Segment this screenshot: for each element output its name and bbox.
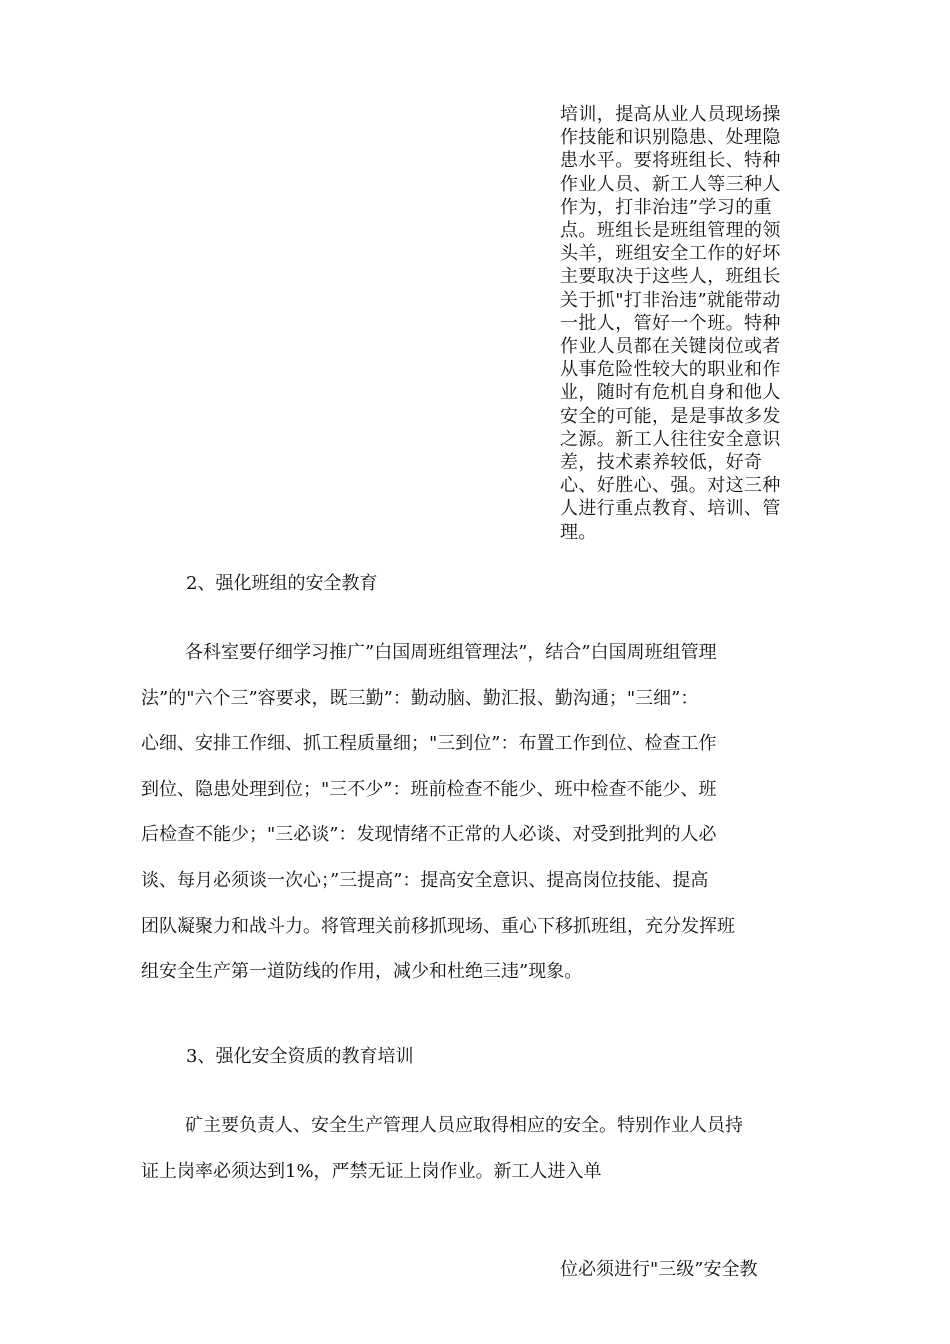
column-line: 点。班组长是班组管理的领 (560, 220, 781, 242)
column-line: 患水平。要将班组长、特种 (560, 150, 781, 172)
paragraph-line: 各科室要仔细学习推广”白国周班组管理法”，结合”白国周班组管理 (185, 642, 717, 663)
column-line: 作为，打非治违”学习的重 (560, 196, 773, 218)
column-line: 作业人员、新工人等三种人 (560, 173, 781, 195)
column-paragraph (560, 103, 815, 544)
column-line: 关于抓"打非治违”就能带动 (560, 289, 781, 311)
paragraph-line: 证上岗率必须达到1%，严禁无证上岗作业。新工人进入单 (141, 1160, 602, 1182)
paragraph-line: 组安全生产第一道防线的作用，减少和杜绝三违”现象。 (141, 961, 583, 983)
column-line: 心、好胜心、强。对这三种 (560, 475, 781, 497)
column-line: 作技能和识别隐患、处理隐 (560, 127, 781, 149)
column-line: 差，技术素养较低，好奇 (560, 452, 763, 474)
column-line: 业，随时有危机自身和他人 (560, 382, 781, 404)
paragraph-line: 矿主要负责人、安全生产管理人员应取得相应的安全。特别作业人员持 (185, 1115, 743, 1136)
column-line: 理。 (560, 521, 597, 543)
section-3-paragraph (141, 1103, 821, 1194)
column-line: 作业人员都在关键岗位或者 (560, 336, 781, 358)
paragraph-line: 后检查不能少；"三必谈”：发现情绪不正常的人必谈、对受到批判的人必 (141, 824, 717, 846)
column-line: 头羊，班组安全工作的好坏 (560, 243, 781, 265)
paragraph-line: 心细、安排工作细、抓工程质量细；"三到位”：布置工作到位、检查工作 (141, 733, 717, 755)
section-heading-3: 3、强化安全资质的教育培训 (186, 1046, 414, 1067)
column-line: 人进行重点教育、培训、管 (560, 498, 781, 520)
column-line: 主要取决于这些人，班组长 (560, 266, 781, 288)
paragraph-line: 谈、每月必须谈一次心；”三提高”：提高安全意识、提高岗位技能、提高 (141, 869, 709, 891)
section-heading-2: 2、强化班组的安全教育 (186, 573, 378, 594)
column-line: 之源。新工人往往安全意识 (560, 428, 781, 450)
column-line: 安全的可能，是是事故多发 (560, 405, 781, 427)
column-line: 从事危险性较大的职业和作 (560, 359, 781, 381)
column-line: 培训，提高从业人员现场操 (560, 104, 781, 125)
paragraph-line: 团队凝聚力和战斗力。将管理关前移抓现场、重心下移抓班组，充分发挥班 (141, 915, 735, 937)
paragraph-line: 到位、隐患处理到位；"三不少”：班前检查不能少、班中检查不能少、班 (141, 778, 717, 800)
paragraph-line: 法”的"六个三”容要求，既三勤”：勤动脑、勤汇报、勤沟通；"三细”： (141, 687, 699, 709)
column-line: 一批人，管好一个班。特种 (560, 312, 781, 334)
continuation-line: 位必须进行"三级”安全教 (560, 1259, 758, 1280)
section-2-paragraph (141, 630, 821, 995)
